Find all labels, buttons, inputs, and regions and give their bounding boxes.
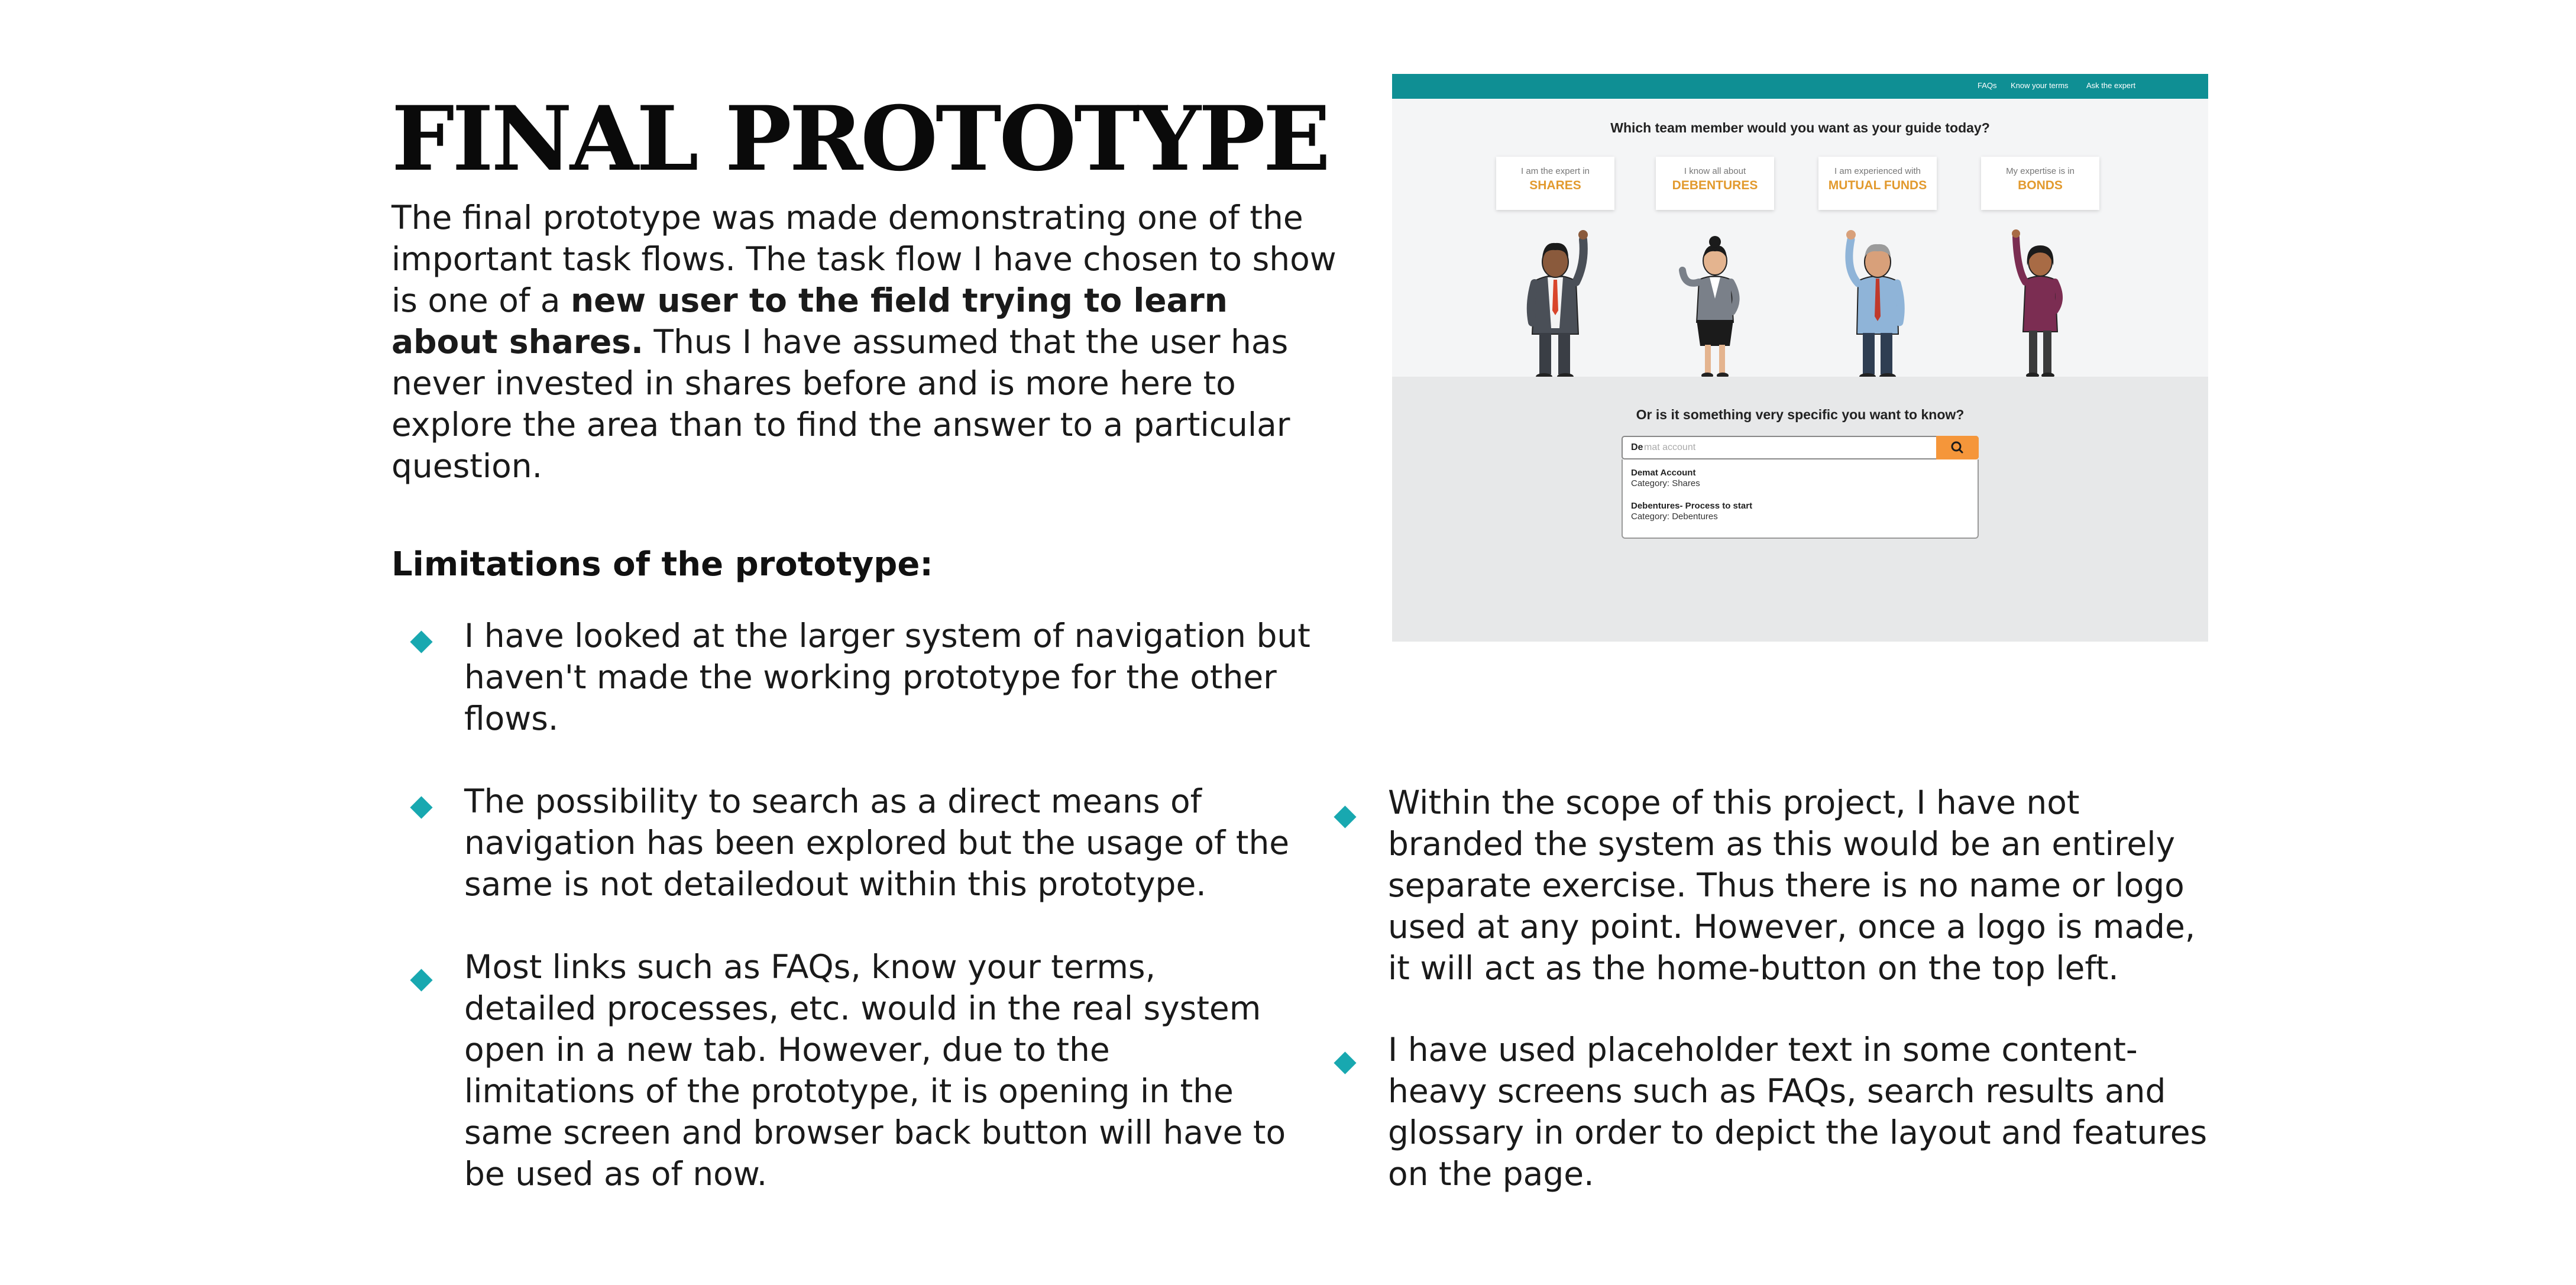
expert-character-bonds[interactable] [1996,216,2085,381]
expert-character-shares[interactable] [1511,216,1600,381]
suggestion-title[interactable]: Demat Account [1631,468,1696,478]
limitation-item: Within the scope of this project, I have not branded the system as this would be an entirely separate exercise. Thus there is no name or logo used at any point. However, once a logo is made, it will act as the home-button on the top left. [1388,784,2196,987]
suggestion-title[interactable]: Debentures- Process to start [1631,501,1753,511]
limitation-item: Most links such as FAQs, know your terms, detailed processes, etc. would in the real system open in a new tab. However, due to the limitations of the prototype, it is opening in the same screen and browser back button will have to be used as of now. [464,948,1286,1193]
page-title: FINAL PROTOTYPE [391,87,1329,191]
search-icon [1936,436,1979,459]
expert-card-debentures[interactable] [1656,157,1774,210]
limitations-heading: Limitations of the prototype: [391,545,933,584]
card-intro: I know all about [1684,166,1746,176]
search-suggestions [1622,459,1979,539]
bullet-diamond-icon [410,796,432,818]
bullet-diamond-icon [1334,1051,1356,1074]
card-intro: I am the expert in [1521,166,1590,176]
nav-link-faqs[interactable]: FAQs [1978,81,1997,90]
search-input[interactable] [1622,436,1979,459]
card-intro: My expertise is in [2006,166,2075,176]
expert-card-bonds[interactable] [1981,157,2099,210]
expert-character-mutual-funds[interactable] [1833,216,1922,381]
bullet-diamond-icon [410,630,432,653]
nav-link-know-your-terms[interactable]: Know your terms [2011,81,2069,90]
nav-link-ask-the-expert[interactable]: Ask the expert [2086,81,2136,90]
card-topic: BONDS [2018,179,2063,192]
card-topic: SHARES [1529,179,1581,192]
bullet-diamond-icon [410,969,432,991]
expert-card-shares[interactable] [1496,157,1614,210]
search-typed-text: De [1631,442,1643,452]
intro-paragraph [391,197,1338,487]
prototype-screenshot [1392,74,2208,642]
search-button[interactable] [1936,436,1979,459]
card-topic: DEBENTURES [1672,179,1758,192]
bullet-diamond-icon [1334,805,1356,828]
limitation-item: I have looked at the larger system of navigation but haven't made the working prototype for the other flows. [464,617,1310,737]
limitation-item: I have used placeholder text in some content-heavy screens such as FAQs, search results and glossary in order to depict the layout and features on the page. [1388,1031,2208,1193]
prototype-nav-bar [1392,74,2208,99]
search-placeholder-text: mat account [1644,442,1696,452]
guide-question: Which team member would you want as your guide today? [1610,120,1990,135]
suggestion-category: Category: Shares [1631,478,1700,488]
card-intro: I am experienced with [1834,166,1921,176]
intro-text-end: Thus I have assumed that the user has never invested in shares before and is more here to explore the area than to find the answer to a particular question. [391,323,1290,485]
expert-character-debentures[interactable] [1671,216,1759,381]
limitation-item: The possibility to search as a direct means of navigation has been explored but the usage of the same is not detailedout within this prototype. [464,782,1290,903]
card-topic: MUTUAL FUNDS [1828,179,1927,192]
search-question: Or is it something very specific you want to know? [1636,407,1965,422]
expert-card-mutual-funds[interactable] [1818,157,1937,210]
intro-bold-text: new user to the field trying to learn about shares. [391,281,1228,361]
suggestion-category: Category: Debentures [1631,512,1718,522]
intro-text: The final prototype was made demonstrating one of the important task flows. The task flow I have chosen to show is one of a [391,199,1336,319]
